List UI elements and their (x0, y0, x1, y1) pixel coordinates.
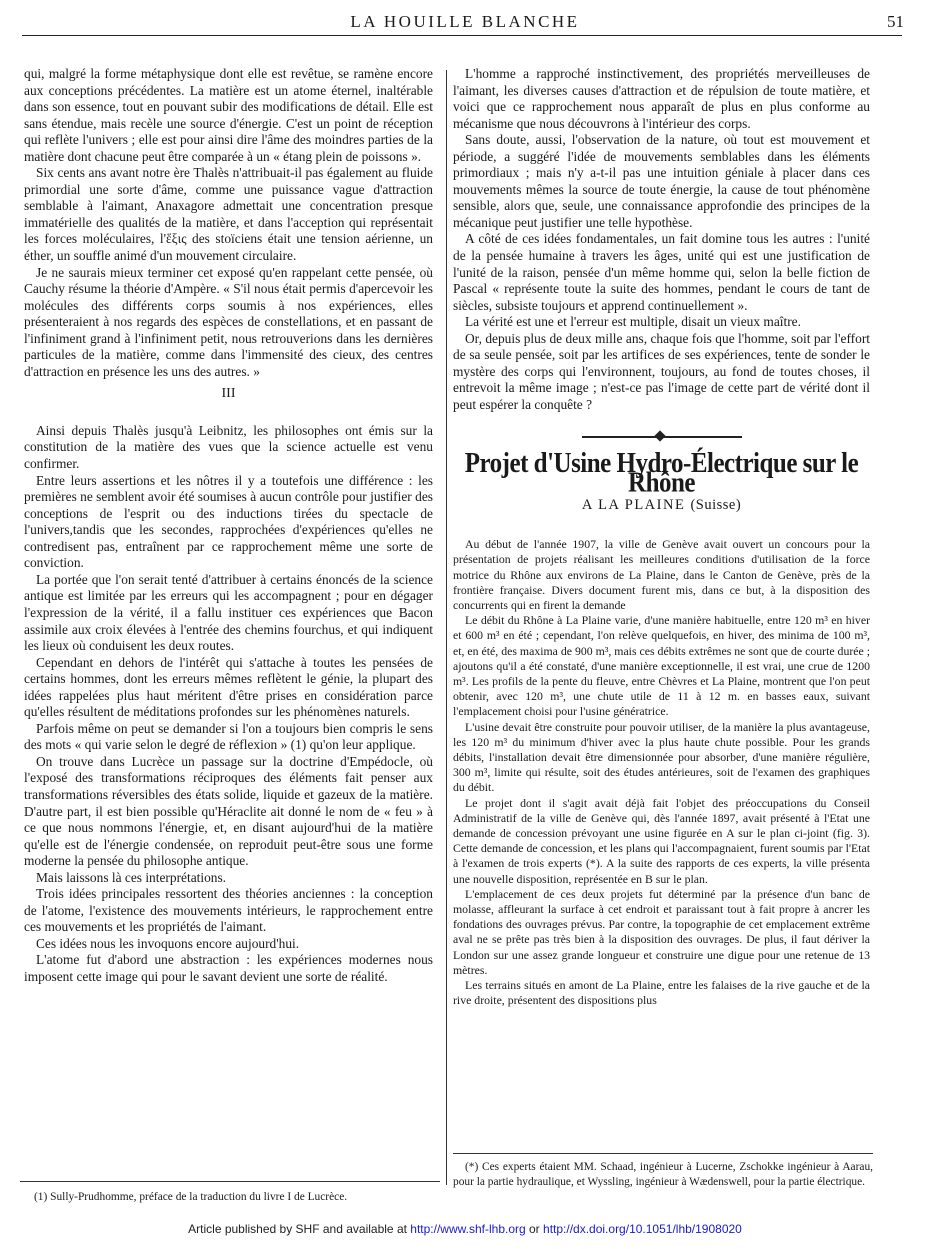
right-column (453, 66, 870, 1008)
section-heading: III (221, 386, 236, 402)
paragraph: Au début de l'année 1907, la ville de Genève avait ouvert un concours pour la présentation de projets réalisant les meilleures conditions d'utilisation de la force motrice du Rhône aux environs de La Plaine, dans le Canton de Genève, près de la frontière française. Divers document furent mis, dans ce but, à la disposition des concurrents qui en firent la demande (453, 537, 870, 612)
paragraph: Je ne saurais mieux terminer cet exposé qu'en rappelant cette pensée, où Cauchy résume la théorie d'Ampère. « S'il nous était permis d'apercevoir les molécules des différents corps soumis à nos expériences, elles présenteraient à nos regards des espèces de constellations, et en passant de l'infiniment grand à l'infiniment petit, nous retrouverions dans les dernières particules de la matière, comme dans l'immensité des cieux, des centres d'attraction en présence les uns des autres. » (24, 264, 433, 379)
footnote-right (453, 1160, 873, 1189)
article-title: Projet d'Usine Hydro-Électrique sur le Rhône (464, 448, 859, 499)
paragraph: L'atome fut d'abord une abstraction : les expériences modernes nous imposent cette image qui pour le savant devient une sorte de réalité. (24, 952, 433, 984)
footnote-text: (*) Ces experts étaient MM. Schaad, ingénieur à Lucerne, Zschokke ingénieur à Aarau, pour la partie hydraulique, et Wyssling, ingénieur à Wædenswell, pour la partie électrique. (453, 1161, 873, 1188)
footnote-left: (1) Sully-Prudhomme, préface de la traduction du livre I de Lucrèce. (34, 1191, 348, 1203)
paragraph: L'emplacement de ces deux projets fut déterminé par la présence d'un banc de molasse, affleurant la surface à cet endroit et paraissant tout à fait propre à ancrer les fondations des ouvrages prévus. Par contre, la topographie de cet emplacement extrême aval ne se prête pas très bien à la disposition des ouvrages. De plus, il faut dériver la London sur une assez grande longueur et construire une digue pour une retenue de 13 mètres. (453, 886, 870, 977)
article-body (453, 537, 870, 1008)
paragraph: Six cents ans avant notre ère Thalès n'attribuait-il pas également au fluide primordial une sorte d'âme, comme une puissance vague d'attraction semblable à l'aimant, Anaxagore admettait une concentration presque immatérielle des qualités de la matière, et dans l'acception qui représentait les forces moléculaires, l'ἕξις des stoïciens était une tension aérienne, un éther, un souffle animé d'un mouvement circulaire. (24, 165, 433, 264)
paragraph: L'usine devait être construite pour pouvoir utiliser, de la manière la plus avantageuse, les 120 m³ du minimum d'hiver avec la plus haute chute possible. Pour les grands débits, l'installation devait être dimensionnée pour absorber, d'une manière régulière, 300 m³, limite qui résulte, soit des études antérieures, soit de l'examen des graphiques du débit. (453, 719, 870, 795)
paragraph: Ces idées nous les invoquons encore aujourd'hui. (36, 935, 300, 951)
paragraph: qui, malgré la forme métaphysique dont elle est revêtue, se ramène encore aux conceptions précédentes. La matière est un atome éternel, inaltérable dans son essence, tout en pouvant subir des modifications de détail. Elle est sans étendue, mais recèle une source d'énergie. C'est un point de réception qui reflète l'univers ; elle est pour ainsi dire l'âme des moindres parties de la matière dont chacune peut être comparée à un « étang plein de poissons ». (24, 66, 433, 164)
footnote-rule (20, 1181, 440, 1182)
credit-prefix: Article published by SHF and available at (188, 1222, 411, 1236)
paragraph: On trouve dans Lucrèce un passage sur la doctrine d'Empédocle, où l'exposé des transformations réciproques des éléments fait penser aux transformations réversibles des états solide, liquide et gazeux de la matière. D'autre part, il est bien possible qu'Héraclite ait donné le nom de « feu » à ce que nous nommons l'énergie, et, en disant aujourd'hui de la matière qu'elle est de l'énergie condensée, on reproduit peut-être sous une forme moderne la pensée du philosophe antique. (24, 753, 433, 869)
publisher-credit (0, 1222, 930, 1236)
paragraph: L'homme a rapproché instinctivement, des propriétés merveilleuses de l'aimant, les diverses causes d'attraction et de répulsion de toute matière, et voici que ce rapprochement nous apparaît de plus en plus conforme au mécanisme que nous découvrons à l'intérieur des corps. (453, 66, 870, 131)
paragraph: Parfois même on peut se demander si l'on a toujours bien compris le sens des mots « qui varie selon le degré de réflexion » (1) qu'on leur applique. (24, 720, 433, 753)
left-column (24, 66, 433, 986)
article-subtitle (453, 497, 870, 514)
paragraph: A côté de ces idées fondamentales, un fait domine tous les autres : l'unité de la pensée humaine à travers les âges, unité qui est une justification de l'unité de la raison, pensée d'un même homme qui, selon la belle fiction de Pascal « représente toute la suite des hommes, pendant le cours de tant de siècles, subsiste toujours et apprend continuellement ». (453, 231, 870, 313)
paragraph: Mais laissons là ces interprétations. (36, 869, 227, 885)
paragraph: Ainsi depuis Thalès jusqu'à Leibnitz, les philosophes ont émis sur la constitution de la matière des vues que la science actuelle est venu confirmer. (24, 422, 433, 472)
paragraph: Entre leurs assertions et les nôtres il y a toutefois une différence : les premières ne semblent avoir été soumises à aucun contrôle pour justifier des conceptions de l'esprit ou des inductions tirées du spectacle de l'univers,tandis que les secondes, rapprochées d'expériences qu'elles ne contredisent pas, entraînent par ce rapprochement même une sorte de conviction. (24, 472, 433, 571)
paragraph: Or, depuis plus de deux mille ans, chaque fois que l'homme, soit par l'effort de sa seule pensée, soit par les artifices de ses expériences, tente de sonder le mystère des corps qui l'environnent, toujours, au fond de toutes choses, il entrevoit la même image ; n'est-ce pas l'image de cette part de vérité dont il peut espérer la conquête ? (453, 330, 870, 412)
paragraph: Cependant en dehors de l'intérêt qui s'attache à toutes les pensées de certains hommes, dont les erreurs mêmes reflètent le génie, la plupart des idées rappelées plus haut méritent d'être prises en considération parce qu'elles résultent de méditations profondes sur les phénomènes naturels. (24, 654, 433, 720)
subtitle-country: (Suisse) (690, 496, 742, 513)
journal-title: LA HOUILLE BLANCHE (350, 12, 580, 31)
column-divider (446, 70, 447, 1185)
footnote-rule (453, 1153, 873, 1154)
header-rule (22, 35, 902, 36)
subtitle-location: A LA PLAINE (581, 496, 686, 513)
paragraph: Les terrains situés en amont de La Plaine, entre les falaises de la rive gauche et de la rive droite, présentent des dispositions plus (453, 978, 870, 1008)
section-ornament (582, 432, 742, 442)
shf-link[interactable]: http://www.shf-lhb.org (410, 1222, 526, 1236)
paragraph: La portée que l'on serait tenté d'attribuer à certains énoncés de la science antique est limitée par les erreurs qui les accompagnent ; pour en dégager l'expression de la vérité, il a fallu instituer ces expériences que Bacon assimile aux croix élevées à l'entrée des chemins fourchus, et qui indiquent les lieux où conduisent les deux routes. (24, 571, 433, 654)
doi-link[interactable]: http://dx.doi.org/10.1051/lhb/1908020 (543, 1222, 742, 1236)
page-number: 51 (887, 12, 904, 31)
credit-middle: or (525, 1222, 544, 1236)
paragraph: Sans doute, aussi, l'observation de la nature, où tout est mouvement et période, a suggéré l'idée de mouvements semblables dans les éléments primordiaux ; mais n'y a-t-il pas une intuition géniale à placer dans ces mouvements mêmes la source de toute énergie, la cause de tout phénomène sensible, alors que, seule, une connaissance approfondie des principes de la mécanique peut justifier une telle hypothèse. (453, 132, 870, 230)
paragraph: Trois idées principales ressortent des théories anciennes : la conception de l'atome, l'existence des mouvements intérieurs, le rapprochement entre ces mouvements et les propriétés de l'aimant. (24, 886, 433, 935)
paragraph: La vérité est une et l'erreur est multiple, disait un vieux maître. (465, 314, 801, 330)
page-header (20, 9, 910, 33)
paragraph: Le débit du Rhône à La Plaine varie, d'une manière habituelle, entre 120 m³ en hiver et 600 m³ en été ; cependant, l'on relève quelquefois, en hiver, des minima de 100 m³, et, en été, des maxima de 900 m³, mais ces débits extrêmes ne sont que de courte durée ; ajoutons qu'il a été constaté, d'une manière exceptionnelle, il est vrai, une crue de 1200 m³. Les profils de la pente du fleuve, entre Chèvres et La Plaine, montrent que l'on peut obtenir, avec 120 m³, une chute utile de 11 à 12 m. en basses eaux, suivant l'emplacement choisi pour l'usine génératrice. (453, 613, 870, 719)
paragraph: Le projet dont il s'agit avait déjà fait l'objet des préoccupations du Conseil Administratif de la ville de Genève qui, dès l'année 1897, avait présenté à l'Etat une demande de concession prévoyant une usine figurée en A sur le plan ci-joint (fig. 3). Cette demande de concession, et les plans qui l'accompagnaient, furent soumis par l'Etat à l'examen de trois experts (*). A la suite des rapports de ces experts, la ville présenta une nouvelle disposition, représentée en B sur le plan. (453, 795, 870, 886)
